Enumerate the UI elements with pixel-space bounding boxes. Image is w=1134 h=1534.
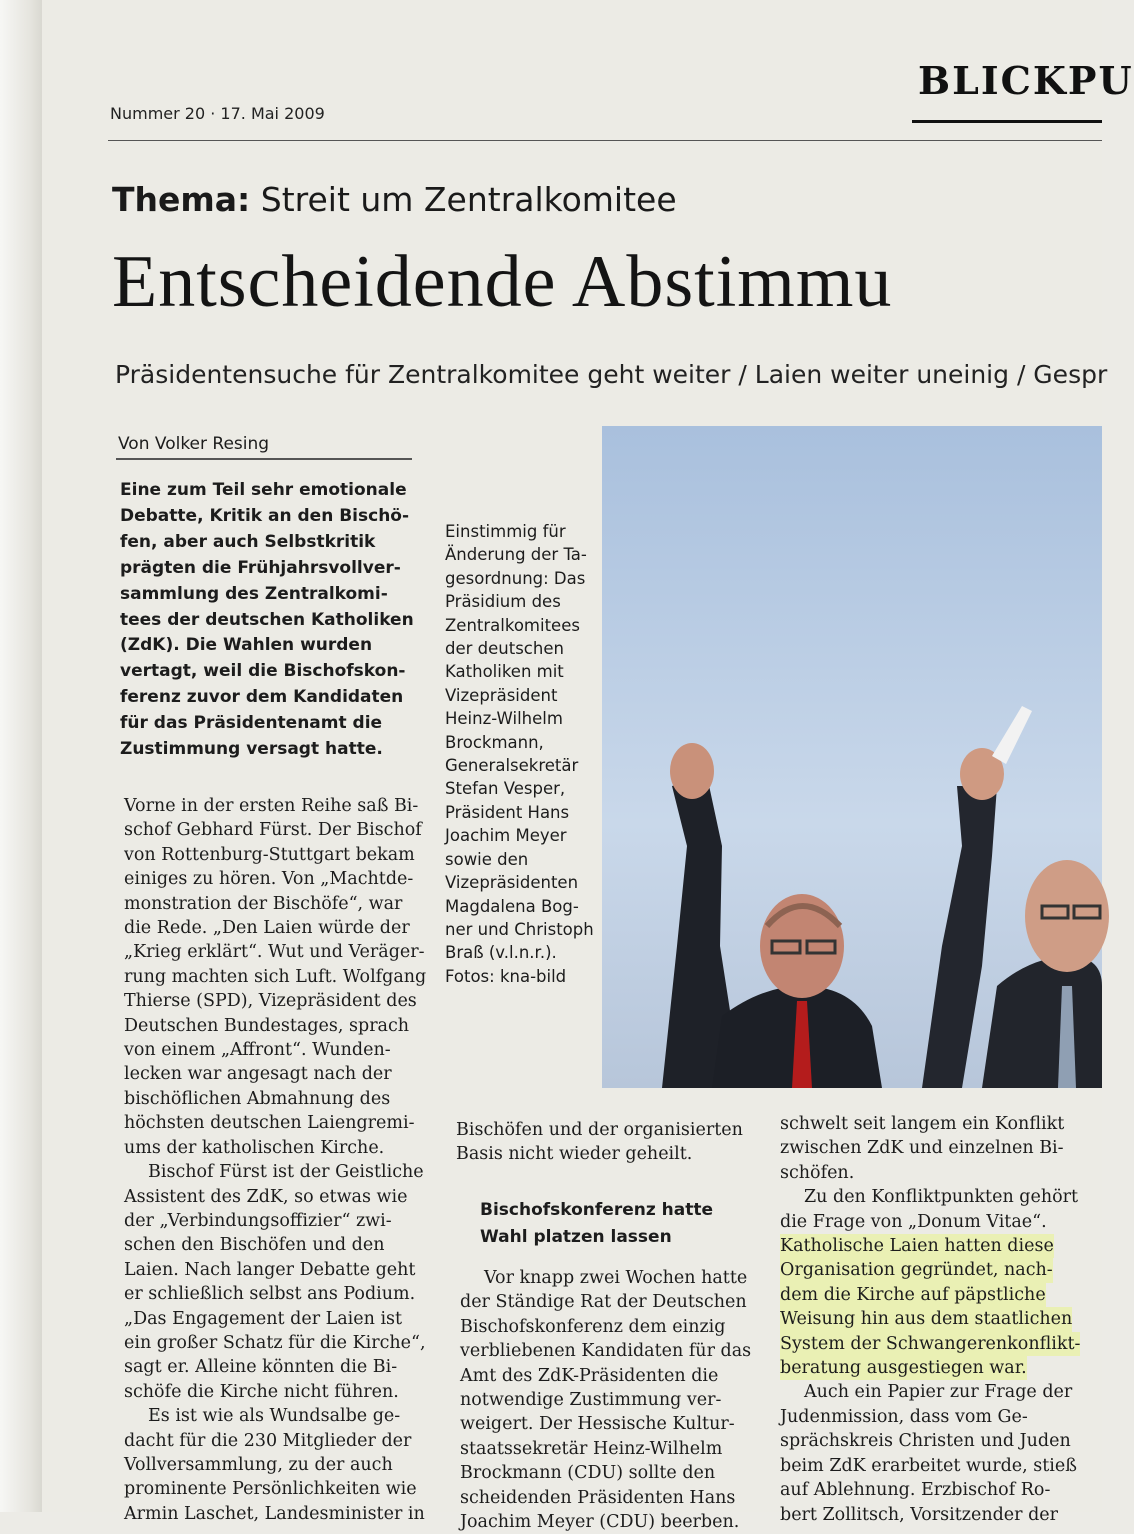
text-line: Assistent des ZdK, so etwas wie <box>124 1186 408 1207</box>
page-shadow <box>0 0 42 1512</box>
text-line: der Ständige Rat der Deutschen <box>460 1292 747 1313</box>
topic-label: Thema: <box>112 180 251 219</box>
text-line: Eine zum Teil sehr emotionale <box>120 480 407 500</box>
article-column-3 <box>780 1112 1100 1527</box>
text-line: von einem „Affront“. Wunden- <box>124 1040 391 1061</box>
photo-illustration <box>602 426 1102 1088</box>
article-column-2-top <box>456 1118 776 1167</box>
text-line: Brockmann, <box>445 732 544 752</box>
text-line: rung machten sich Luft. Wolfgang <box>124 966 427 987</box>
text-line: Laien. Nach langer Debatte geht <box>124 1259 416 1280</box>
text-line: staatssekretär Heinz-Wilhelm <box>460 1438 723 1459</box>
text-line: Thierse (SPD), Vizepräsident des <box>124 991 417 1012</box>
text-line: Zentralkomitees <box>445 615 580 635</box>
text-line: Katholiken mit <box>445 662 564 682</box>
text-line: ein großer Schatz für die Kirche“, <box>124 1332 426 1353</box>
text-line: schöfe die Kirche nicht führen. <box>124 1381 399 1402</box>
text-line: weigert. Der Hessische Kultur- <box>460 1414 735 1435</box>
text-line: Brockmann (CDU) sollte den <box>460 1463 716 1484</box>
text-line: Präsidium des <box>445 592 561 612</box>
text-line: sammlung des Zentralkomi- <box>120 583 388 604</box>
text-line: tees der deutschen Katholiken <box>120 609 414 630</box>
text-line: Bischöfen und der organisierten <box>456 1120 743 1140</box>
text-line: Katholische Laien hatten diese <box>780 1234 1054 1258</box>
text-line: schof Gebhard Fürst. Der Bischof <box>124 820 422 841</box>
text-line: Vizepräsident <box>445 685 558 705</box>
text-line: bischöflichen Abmahnung des <box>124 1088 391 1109</box>
text-line: notwendige Zustimmung ver- <box>460 1390 722 1411</box>
text-line: Judenmission, dass vom Ge- <box>780 1406 1028 1427</box>
text-line: prominente Persönlichkeiten wie <box>124 1479 417 1500</box>
text-line: verbliebenen Kandidaten für das <box>460 1341 752 1362</box>
text-line: Stefan Vesper, <box>445 779 566 799</box>
text-line: ner und Christoph <box>445 919 594 939</box>
topic-line <box>112 180 677 219</box>
text-line: auf Ablehnung. Erzbischof Ro- <box>780 1480 1051 1501</box>
column-subheading <box>480 1197 713 1251</box>
text-line: Wahl platzen lassen <box>480 1227 672 1247</box>
text-line: die Frage von „Donum Vitae“. <box>780 1211 1047 1232</box>
byline-rule <box>116 458 412 460</box>
text-line: Weisung hin aus dem staatlichen <box>780 1307 1072 1331</box>
text-line: Armin Laschet, Landesminister in <box>124 1503 425 1524</box>
text-line: schwelt seit langem ein Konflikt <box>780 1114 1065 1134</box>
text-line: einiges zu hören. Von „Machtde- <box>124 869 414 890</box>
text-line: dacht für die 230 Mitglieder der <box>124 1430 412 1451</box>
text-line: monstration der Bischöfe“, war <box>124 893 403 914</box>
text-line: zwischen ZdK und einzelnen Bi- <box>780 1138 1064 1159</box>
text-line: Basis nicht wieder geheilt. <box>456 1144 693 1165</box>
text-line: schöfen. <box>780 1162 855 1183</box>
text-line: beratung ausgestiegen war. <box>780 1356 1027 1380</box>
text-line: Organisation gegründet, nach- <box>780 1258 1053 1282</box>
text-line: gesordnung: Das <box>445 568 586 588</box>
text-line: scheidenden Präsidenten Hans <box>460 1487 736 1508</box>
text-line: Änderung der Ta- <box>445 545 587 565</box>
text-line: Fotos: kna-bild <box>445 966 567 986</box>
text-line: Bischof Fürst ist der Geistliche <box>148 1162 424 1183</box>
issue-date: Nummer 20 · 17. Mai 2009 <box>110 104 325 123</box>
section-label: BLICKPU <box>918 58 1134 103</box>
article-column-2 <box>460 1266 780 1534</box>
text-line: Einstimmig für <box>445 522 566 541</box>
text-line: der deutschen <box>445 639 564 659</box>
text-line: Es ist wie als Wundsalbe ge- <box>148 1406 401 1427</box>
lead-paragraph <box>120 478 416 763</box>
text-line: Braß (v.l.n.r.). <box>445 943 557 963</box>
text-line: er schließlich selbst ans Podium. <box>124 1284 416 1305</box>
text-line: vertagt, weil die Bischofskon- <box>120 661 406 682</box>
text-line: Joachim Meyer (CDU) beerben. <box>460 1512 740 1533</box>
text-line: bert Zollitsch, Vorsitzender der <box>780 1504 1059 1525</box>
text-line: Vizepräsidenten <box>445 873 579 893</box>
article-column-1 <box>124 794 444 1526</box>
text-line: Vor knapp zwei Wochen hatte <box>484 1268 748 1288</box>
topic-text: Streit um Zentralkomitee <box>260 180 677 219</box>
text-line: „Das Engagement der Laien ist <box>124 1308 403 1329</box>
header-rule <box>108 140 1102 141</box>
text-line: Deutschen Bundestages, sprach <box>124 1015 410 1036</box>
text-line: Vollversammlung, zu der auch <box>124 1454 393 1475</box>
text-line: sprächskreis Christen und Juden <box>780 1431 1071 1452</box>
text-line: für das Präsidentenamt die <box>120 713 383 734</box>
text-line: Bischofskonferenz dem einzig <box>460 1316 726 1337</box>
headline: Entscheidende Abstimmu <box>112 241 893 323</box>
text-line: der „Verbindungsoffizier“ zwi- <box>124 1210 392 1231</box>
text-line: Zustimmung versagt hatte. <box>120 739 383 760</box>
photo-caption <box>445 520 610 988</box>
news-photo <box>602 426 1102 1088</box>
text-line: ferenz zuvor dem Kandidaten <box>120 687 404 708</box>
text-line: sagt er. Alleine könnten die Bi- <box>124 1357 398 1378</box>
text-line: beim ZdK erarbeitet wurde, stieß <box>780 1455 1077 1476</box>
section-rule <box>912 120 1102 123</box>
text-line: schen den Bischöfen und den <box>124 1235 385 1256</box>
text-line: dem die Kirche auf päpstliche <box>780 1283 1046 1307</box>
text-line: „Krieg erklärt“. Wut und Veräger- <box>124 942 425 963</box>
text-line: sowie den <box>445 849 529 869</box>
text-line: Debatte, Kritik an den Bischö- <box>120 505 410 526</box>
text-line: die Rede. „Den Laien würde der <box>124 918 410 939</box>
text-line: Bischofskonferenz hatte <box>480 1200 714 1220</box>
text-line: höchsten deutschen Laiengremi- <box>124 1113 415 1134</box>
text-line: Joachim Meyer <box>445 826 567 846</box>
text-line: fen, aber auch Selbstkritik <box>120 531 376 552</box>
text-line: ums der katholischen Kirche. <box>124 1137 385 1158</box>
text-line: Generalsekretär <box>445 756 579 776</box>
text-line: (ZdK). Die Wahlen wurden <box>120 635 373 656</box>
text-line: System der Schwangerenkonflikt- <box>780 1332 1080 1356</box>
text-line: Zu den Konfliktpunkten gehört <box>804 1187 1079 1208</box>
text-line: von Rottenburg-Stuttgart bekam <box>124 844 415 865</box>
text-line: lecken war angesagt nach der <box>124 1064 392 1085</box>
text-line: prägten die Frühjahrsvollver- <box>120 557 401 578</box>
text-line: Heinz-Wilhelm <box>445 709 563 729</box>
text-line: Auch ein Papier zur Frage der <box>804 1382 1073 1403</box>
text-line: Vorne in der ersten Reihe saß Bi- <box>124 796 419 816</box>
byline: Von Volker Resing <box>118 434 270 454</box>
text-line: Amt des ZdK-Präsidenten die <box>460 1365 719 1386</box>
subheadline: Präsidentensuche für Zentralkomitee geht weiter / Laien weiter uneinig / Gespr <box>115 360 1108 389</box>
text-line: Präsident Hans <box>445 802 570 822</box>
text-line: Magdalena Bog- <box>445 896 579 916</box>
